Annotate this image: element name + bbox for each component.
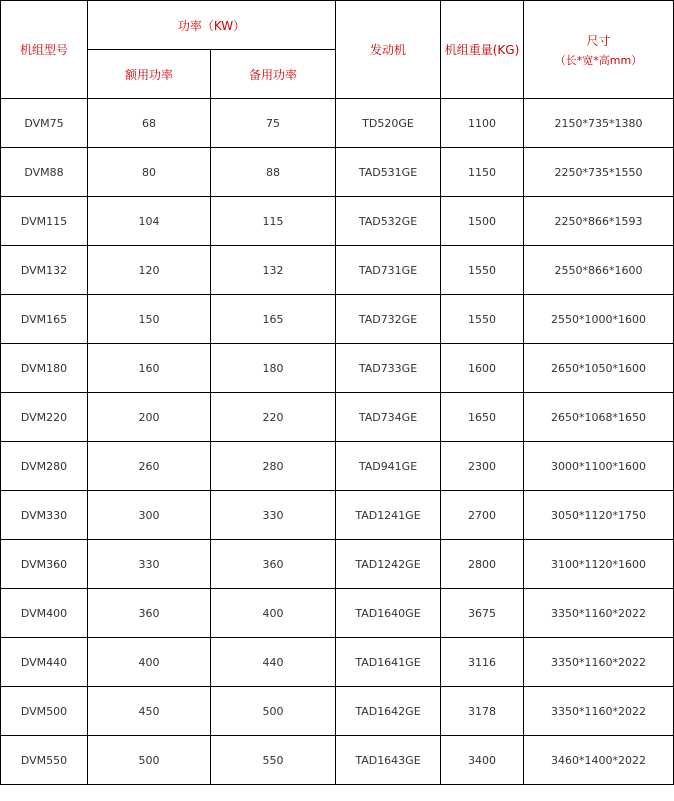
table-row: [1, 99, 674, 148]
table-row: [1, 589, 674, 638]
cell-standby-power: 330: [211, 491, 336, 540]
header-size-title: 尺寸: [586, 33, 611, 48]
cell-size: 2550*866*1600: [524, 246, 674, 295]
cell-rated-power: 330: [88, 540, 211, 589]
cell-model: DVM400: [1, 589, 88, 638]
cell-engine: TAD1641GE: [336, 638, 441, 687]
table-row: [1, 540, 674, 589]
cell-size: 3460*1400*2022: [524, 736, 674, 785]
cell-size: 2550*1000*1600: [524, 295, 674, 344]
cell-model: DVM132: [1, 246, 88, 295]
cell-weight: 1100: [441, 99, 524, 148]
cell-model: DVM165: [1, 295, 88, 344]
cell-engine: TAD1643GE: [336, 736, 441, 785]
header-size: [524, 1, 674, 99]
cell-size: 3350*1160*2022: [524, 638, 674, 687]
cell-standby-power: 360: [211, 540, 336, 589]
cell-weight: 3178: [441, 687, 524, 736]
cell-standby-power: 400: [211, 589, 336, 638]
header-rated-power: 额用功率: [88, 50, 211, 99]
cell-engine: TAD1242GE: [336, 540, 441, 589]
cell-standby-power: 440: [211, 638, 336, 687]
cell-standby-power: 280: [211, 442, 336, 491]
cell-rated-power: 500: [88, 736, 211, 785]
cell-rated-power: 400: [88, 638, 211, 687]
cell-rated-power: 200: [88, 393, 211, 442]
cell-size: 2250*866*1593: [524, 197, 674, 246]
cell-size: 2250*735*1550: [524, 148, 674, 197]
cell-size: 3000*1100*1600: [524, 442, 674, 491]
cell-engine: TAD1640GE: [336, 589, 441, 638]
cell-rated-power: 80: [88, 148, 211, 197]
cell-rated-power: 160: [88, 344, 211, 393]
table-row: [1, 344, 674, 393]
cell-engine: TAD732GE: [336, 295, 441, 344]
table-row: [1, 197, 674, 246]
table-row: [1, 246, 674, 295]
cell-model: DVM330: [1, 491, 88, 540]
cell-standby-power: 75: [211, 99, 336, 148]
cell-rated-power: 450: [88, 687, 211, 736]
cell-standby-power: 500: [211, 687, 336, 736]
cell-weight: 1150: [441, 148, 524, 197]
cell-standby-power: 220: [211, 393, 336, 442]
cell-model: DVM220: [1, 393, 88, 442]
cell-rated-power: 150: [88, 295, 211, 344]
cell-model: DVM115: [1, 197, 88, 246]
cell-model: DVM550: [1, 736, 88, 785]
cell-model: DVM360: [1, 540, 88, 589]
cell-size: 3100*1120*1600: [524, 540, 674, 589]
cell-weight: 1600: [441, 344, 524, 393]
table-row: [1, 736, 674, 785]
table-row: [1, 295, 674, 344]
cell-weight: 3116: [441, 638, 524, 687]
table-row: [1, 442, 674, 491]
cell-model: DVM500: [1, 687, 88, 736]
cell-rated-power: 360: [88, 589, 211, 638]
cell-weight: 1550: [441, 246, 524, 295]
cell-rated-power: 104: [88, 197, 211, 246]
cell-standby-power: 132: [211, 246, 336, 295]
cell-standby-power: 165: [211, 295, 336, 344]
cell-size: 3350*1160*2022: [524, 687, 674, 736]
cell-rated-power: 68: [88, 99, 211, 148]
table-row: [1, 687, 674, 736]
cell-model: DVM440: [1, 638, 88, 687]
cell-model: DVM180: [1, 344, 88, 393]
cell-standby-power: 180: [211, 344, 336, 393]
cell-engine: TD520GE: [336, 99, 441, 148]
cell-engine: TAD734GE: [336, 393, 441, 442]
cell-size: 2650*1050*1600: [524, 344, 674, 393]
cell-weight: 3675: [441, 589, 524, 638]
cell-engine: TAD731GE: [336, 246, 441, 295]
cell-standby-power: 88: [211, 148, 336, 197]
cell-weight: 2700: [441, 491, 524, 540]
cell-model: DVM75: [1, 99, 88, 148]
cell-rated-power: 120: [88, 246, 211, 295]
cell-model: DVM280: [1, 442, 88, 491]
cell-standby-power: 115: [211, 197, 336, 246]
cell-engine: TAD531GE: [336, 148, 441, 197]
cell-size: 3050*1120*1750: [524, 491, 674, 540]
cell-rated-power: 260: [88, 442, 211, 491]
cell-rated-power: 300: [88, 491, 211, 540]
header-power: 功率（KW）: [88, 1, 336, 50]
header-weight: 机组重量(KG): [441, 1, 524, 99]
cell-engine: TAD1642GE: [336, 687, 441, 736]
table-row: [1, 491, 674, 540]
cell-size: 2150*735*1380: [524, 99, 674, 148]
cell-size: 2650*1068*1650: [524, 393, 674, 442]
header-engine: 发动机: [336, 1, 441, 99]
cell-weight: 3400: [441, 736, 524, 785]
table-header: [1, 1, 674, 99]
cell-weight: 1650: [441, 393, 524, 442]
table-row: [1, 638, 674, 687]
table-row: [1, 148, 674, 197]
cell-engine: TAD1241GE: [336, 491, 441, 540]
cell-model: DVM88: [1, 148, 88, 197]
header-standby-power: 备用功率: [211, 50, 336, 99]
cell-weight: 1500: [441, 197, 524, 246]
cell-engine: TAD733GE: [336, 344, 441, 393]
cell-weight: 2800: [441, 540, 524, 589]
header-size-unit: （长*宽*高mm）: [554, 53, 643, 67]
cell-weight: 2300: [441, 442, 524, 491]
cell-size: 3350*1160*2022: [524, 589, 674, 638]
cell-engine: TAD532GE: [336, 197, 441, 246]
header-model: 机组型号: [1, 1, 88, 99]
table-body: [1, 99, 674, 785]
cell-standby-power: 550: [211, 736, 336, 785]
cell-weight: 1550: [441, 295, 524, 344]
cell-engine: TAD941GE: [336, 442, 441, 491]
table-row: [1, 393, 674, 442]
